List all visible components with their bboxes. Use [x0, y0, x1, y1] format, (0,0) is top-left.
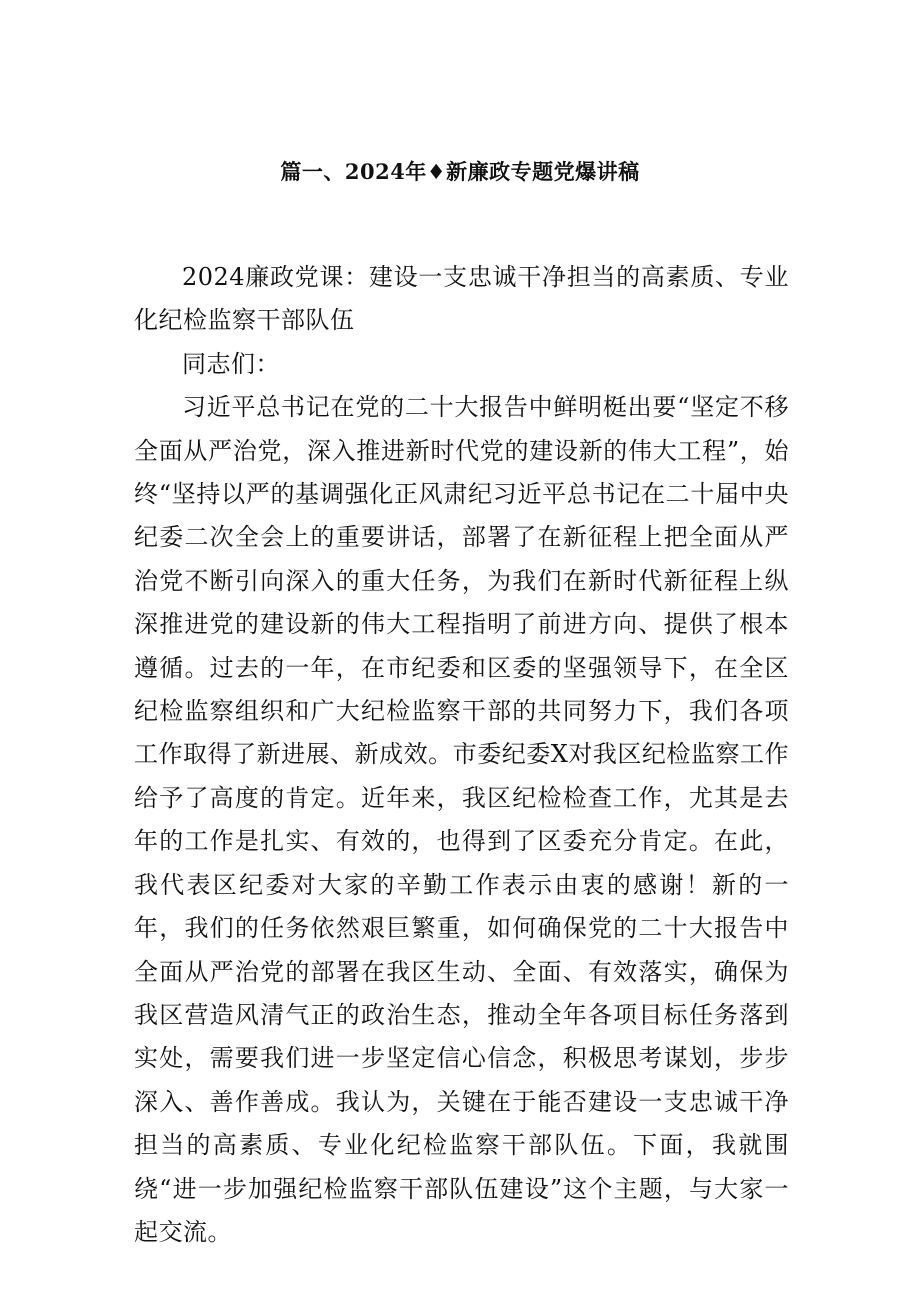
- document-title: 篇一、2024年♦新廉政专题党爆讲稿: [280, 159, 640, 184]
- salutation-paragraph: 同志们：: [182, 349, 280, 378]
- body-paragraph: 习近平总书记在党的二十大报告中鲜明梃出要“坚定不移全面从严治党，深入推进新时代党的建设新的伟大工程”，始终“坚持以严的基调强化正风肃纪习近平总书记在二十届中央纪委二次全会上的重要讲话，部署了在新征程上把全面从严治党不断引向深入的重大任务，为我们在新时代新征程上纵深推进党的建设新的伟大工程指明了前进方向、提供了根本遵循。过去的一年，在市纪委和区委的坚强领导下，在全区纪检监察组织和广大纪检监察干部的共同努力下，我们各项工作取得了新进展、新成效。市委纪委X对我区纪检监察工作给予了高度的肯定。近年来，我区纪检检查工作，尤其是去年的工作是扎实、有效的，也得到了区委充分肯定。在此，我代表区纪委对大家的辛勤工作表示由衷的感谢！新的一年，我们的任务依然艰巨繁重，如何确保党的二十大报告中全面从严治党的部署在我区生动、全面、有效落实，确保为我区营造风清气正的政治生态，推动全年各项目标任务落到实处，需要我们进一步坚定信心信念，积极思考谋划，步步深入、善作善成。我认为，关键在于能否建设一支忠诚干净担当的高素质、专业化纪检监察干部队伍。下面，我就围绕“进一步加强纪检监察干部队伍建设”这个主题，与大家一起交流。: [134, 393, 789, 1246]
- lecture-subtitle-paragraph: 2024廉政党课：建设一支忠诚干净担当的高素质、专业化纪检监察干部队伍: [134, 263, 789, 335]
- document-body: [134, 256, 789, 1254]
